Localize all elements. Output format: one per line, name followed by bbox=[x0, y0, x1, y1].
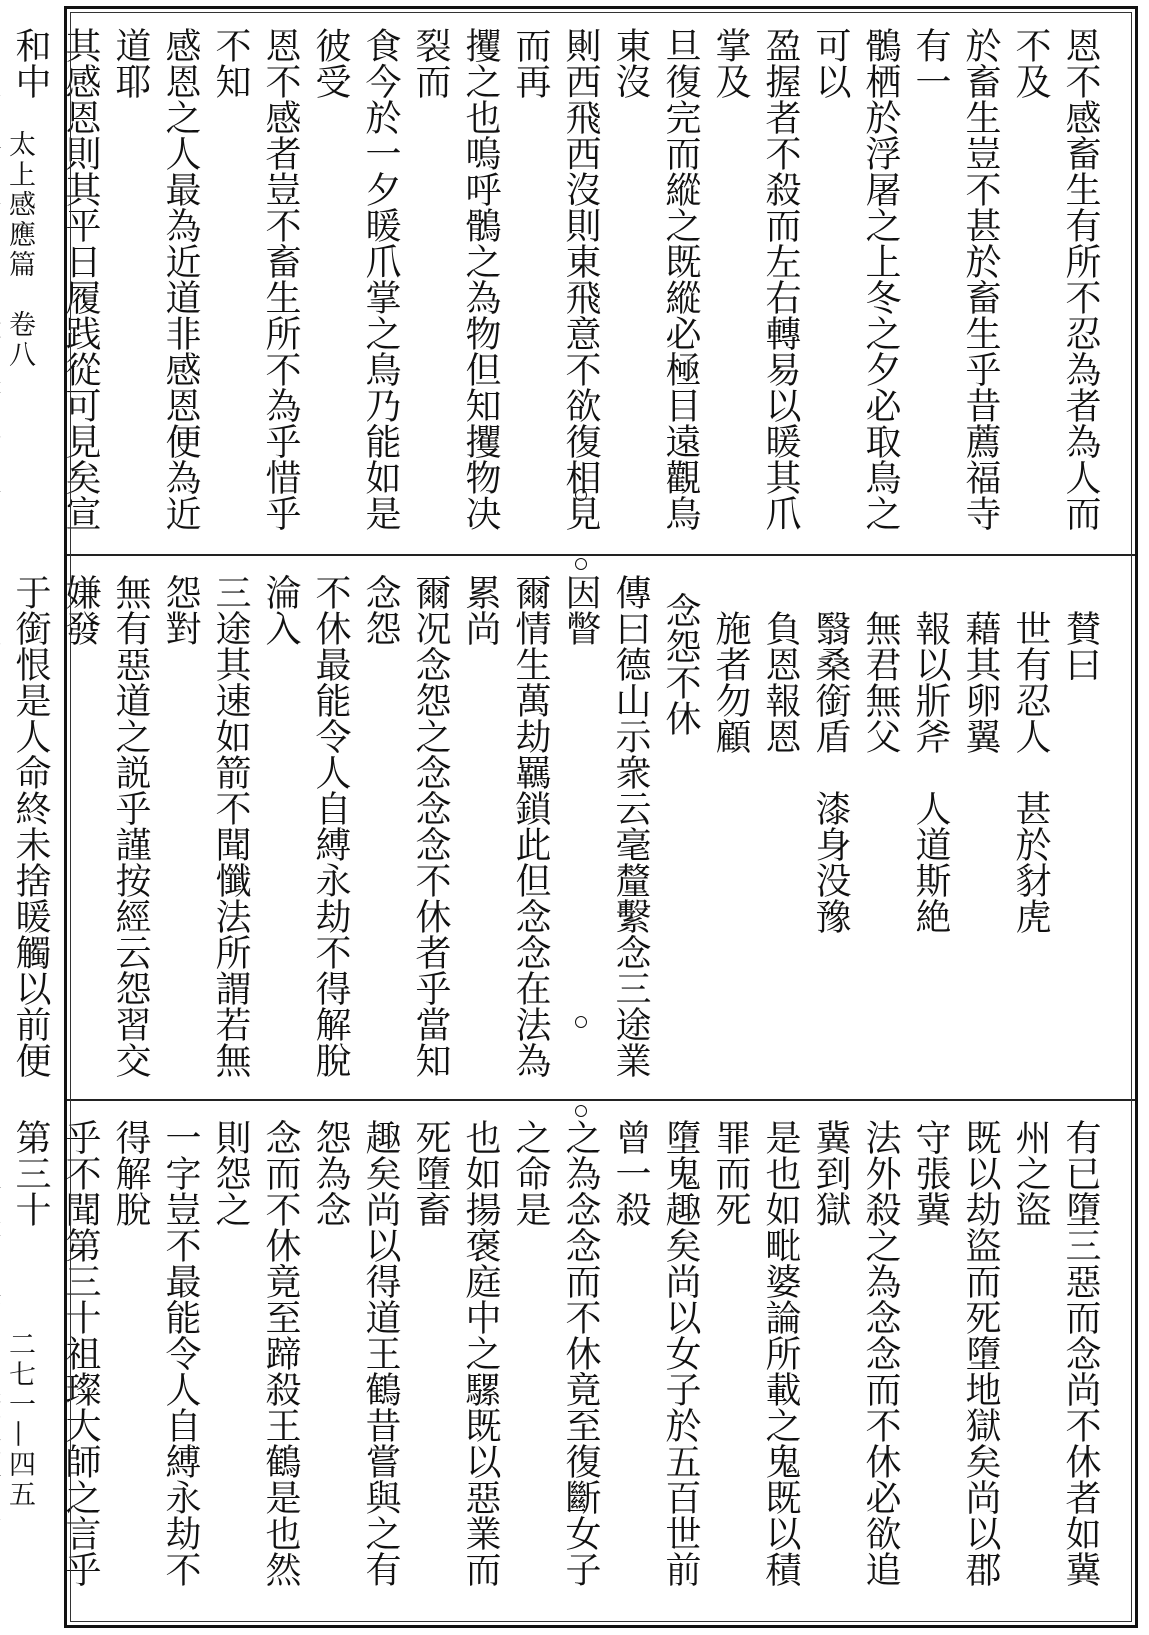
verse-segment: 無君無父 bbox=[860, 610, 901, 754]
panel-middle-text bbox=[10, 574, 1105, 1087]
text-column: 其感恩則其平日履践從可見矣宣和中 bbox=[10, 27, 101, 531]
circle-mark bbox=[575, 39, 587, 51]
verse-segment: 漆身没豫 bbox=[810, 790, 851, 934]
text-column: 于銜恨是人命終未捨暖觸以前便 bbox=[10, 574, 51, 1078]
verse-segment: 世有忍人 bbox=[1010, 610, 1051, 754]
verse-line bbox=[855, 574, 955, 1087]
circle-mark bbox=[575, 1105, 587, 1117]
verse-segment: 甚於豺虎 bbox=[1010, 790, 1051, 934]
verse-segment: 負恩報恩 bbox=[760, 610, 801, 754]
verse-segment: 報以斨斧 bbox=[910, 610, 951, 754]
text-column: 之為念念而不休竟至復斷女子之命是 bbox=[510, 1119, 601, 1587]
text-column: 感恩之人最為近道非感恩便為近道耶 bbox=[110, 27, 201, 531]
margin-page-number: 二七一—四五 bbox=[4, 1330, 35, 1510]
verse-segment: 施者勿顧 bbox=[710, 610, 751, 754]
text-column: 攫之也嗚呼鶻之為物但知攫物决裂而 bbox=[410, 27, 501, 531]
verse-segment: 翳桑銜盾 bbox=[810, 610, 851, 754]
circle-mark bbox=[575, 558, 587, 570]
text-column: 有已墮三惡而念尚不休者如冀州之盜 bbox=[1010, 1119, 1101, 1587]
text-column: 法外殺之為念念而不休必欲追冀到獄 bbox=[810, 1119, 901, 1587]
text-column: 無有惡道之説乎謹按經云怨習交嫌發 bbox=[60, 574, 151, 1078]
text-column: 則西飛西沒則東飛意不欲復相見而再 bbox=[510, 27, 601, 531]
verse-line bbox=[755, 574, 855, 1087]
text-column: 是也如毗婆論所載之鬼既以積罪而死 bbox=[710, 1119, 801, 1587]
text-column bbox=[0, 1119, 5, 1613]
verse-segment: 人道斯絶 bbox=[910, 790, 951, 934]
heading-zan: 賛曰 bbox=[1060, 610, 1101, 682]
text-column: 恩不感者豈不畜生所不為乎惜乎不知 bbox=[210, 27, 301, 531]
verse-segment: 藉其卵翼 bbox=[960, 610, 1001, 754]
verse-line bbox=[705, 574, 755, 1087]
margin-book-title: 太上感應篇 卷八 bbox=[4, 130, 35, 370]
text-column: 旦復完而縱之既縱必極目遠觀鳥東沒 bbox=[610, 27, 701, 531]
text-column: 鶻栖於浮屠之上冬之夕必取鳥之可以 bbox=[810, 27, 901, 531]
subheading: 念怨不休 bbox=[660, 592, 701, 736]
text-column bbox=[0, 27, 5, 540]
panel-middle bbox=[10, 554, 1135, 1101]
text-column: 也如揚褒庭中之騾既以惡業而死墮畜 bbox=[410, 1119, 501, 1587]
circle-mark bbox=[575, 1016, 587, 1028]
text-column: 墮鬼趣矣尚以女子於五百世前曾一殺 bbox=[610, 1119, 701, 1587]
text-column: 乎不聞第三十祖璨大師之言乎第三十 bbox=[10, 1119, 101, 1587]
text-column: 盈握者不殺而左右轉易以暖其爪掌及 bbox=[710, 27, 801, 531]
text-column: 念而不休竟至蹄殺王鶴是也然則怨之 bbox=[210, 1119, 301, 1587]
text-column: 恩不感畜生有所不忍為者為人而不及 bbox=[1010, 27, 1101, 531]
text-column: 食今於一夕暖爪掌之鳥乃能如是彼受 bbox=[310, 27, 401, 531]
text-column: 爾情生萬劫羈鎖此但念念在法為累尚 bbox=[460, 574, 551, 1078]
text-column: 傳曰德山示衆云毫釐繫念三途業因瞥 bbox=[560, 574, 651, 1078]
text-column: 三途其速如箭不聞懺法所謂若無怨對 bbox=[160, 574, 251, 1078]
text-column: 趣矣尚以得道王鶴昔嘗與之有怨為念 bbox=[310, 1119, 401, 1587]
text-column: 於畜生豈不甚於畜生乎昔薦福寺有一 bbox=[910, 27, 1001, 531]
verse-line bbox=[955, 574, 1055, 1087]
text-column: 爾况念怨之念念念不休者乎當知念怨 bbox=[360, 574, 451, 1078]
text-column: 不休最能令人自縛永劫不得解脫淪入 bbox=[260, 574, 351, 1078]
text-column: 既以劫盜而死墮地獄矣尚以郡守張冀 bbox=[910, 1119, 1001, 1587]
text-column: 一字豈不最能令人自縛永劫不得解脫 bbox=[110, 1119, 201, 1587]
circle-mark bbox=[575, 489, 587, 501]
